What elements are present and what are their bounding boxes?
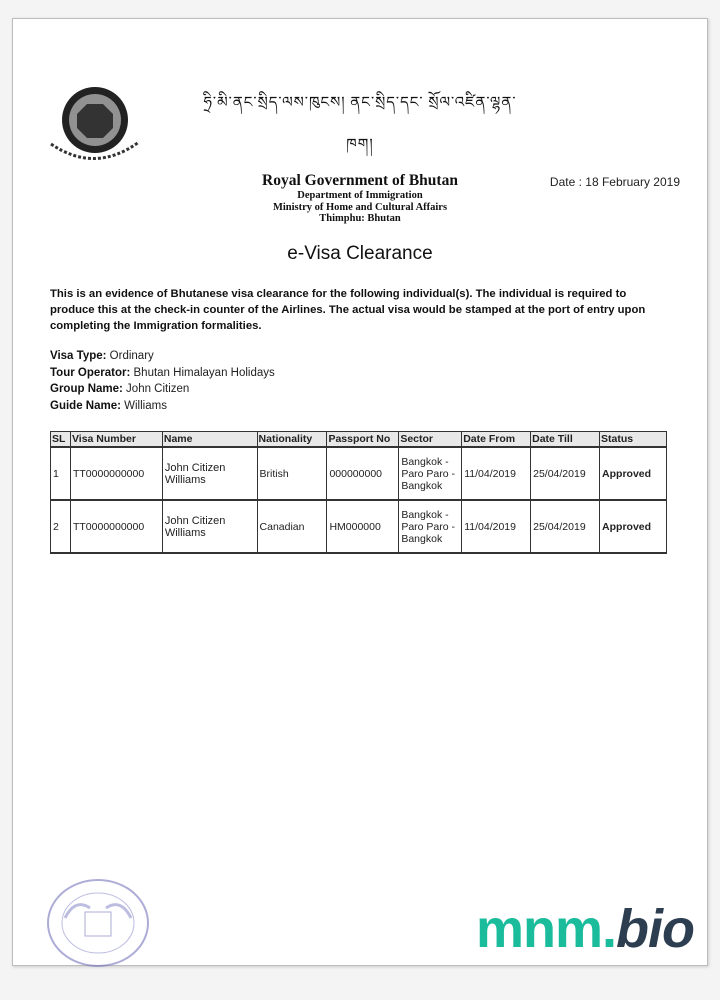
table-cell: John Citizen Williams [162,500,257,553]
column-header: Name [162,432,257,448]
group-name: Group Name: John Citizen [50,383,190,395]
table-cell: Bangkok - Paro Paro - Bangkok [399,447,462,500]
department-name: Department of Immigration [297,190,423,201]
table-cell: Approved [600,447,667,500]
brand-watermark: mnm.bio [475,899,694,959]
table-cell: 1 [51,447,71,500]
table-cell: 25/04/2019 [531,500,600,553]
tour-operator: Tour Operator: Bhutan Himalayan Holidays [50,366,275,379]
column-header: Nationality [257,432,327,448]
tibetan-heading: ཧྲི་མི་ནང་སྲིད་ལས་ཁུངས། ནང་སྲིད་དང་ སྲོལ་འཛིན་ལྷན་ཁག། [203,95,517,153]
document-title: e-Visa Clearance [287,243,433,264]
table-cell: TT0000000000 [70,500,162,553]
column-header: Passport No [327,432,399,448]
table-cell: Canadian [257,500,327,553]
table-row [51,500,667,553]
table-row [51,447,667,500]
guide-name: Guide Name: Williams [50,399,167,412]
visa-details [50,348,275,414]
table-cell: 2 [51,500,71,553]
table-cell: Approved [600,500,667,553]
visa-type: Visa Type: Ordinary [50,350,154,362]
column-header: Status [600,432,667,448]
table-cell: 000000000 [327,447,399,500]
table-cell: British [257,447,327,500]
visa-table [50,431,667,554]
location: Thimphu: Bhutan [319,213,401,224]
column-header: Date From [462,432,531,448]
document-date: Date : 18 February 2019 [549,175,680,189]
table-cell: 11/04/2019 [462,447,531,500]
table-cell: TT0000000000 [70,447,162,500]
table-header-row [51,432,667,448]
letterhead [200,86,520,225]
table-cell: John Citizen Williams [162,447,257,500]
table-cell: Bangkok - Paro Paro - Bangkok [399,500,462,553]
column-header: Visa Number [70,432,162,448]
column-header: Date Till [531,432,600,448]
column-header: SL [51,432,71,448]
table-cell: 25/04/2019 [531,447,600,500]
government-name: Royal Government of Bhutan [262,172,458,189]
table-cell: 11/04/2019 [462,500,531,553]
royal-emblem-icon [47,84,143,166]
column-header: Sector [399,432,462,448]
immigration-stamp-icon [45,878,151,968]
ministry-name: Ministry of Home and Cultural Affairs [272,201,448,213]
table-cell: HM000000 [327,500,399,553]
intro-text: This is an evidence of Bhutanese visa clearance for the following individual(s). The individual is required to produce this at the check-in counter of the Airlines. The actual visa would be stamped at the port of entry upon completing the Immigration formalities. [50,288,646,332]
